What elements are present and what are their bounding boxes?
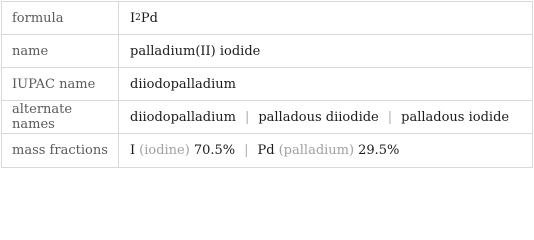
name-value: palladium(II) iodide [130,43,261,59]
separator: | [244,143,249,158]
element-symbol: I [130,143,136,158]
formula-subscript: 2 [135,13,141,23]
alternate-name: palladous iodide [401,109,510,125]
row-label: name [2,35,119,67]
row-label: IUPAC name [2,68,119,100]
element-symbol: Pd [257,143,275,158]
separator: | [387,109,393,125]
formula-element: I [130,10,136,26]
row-label: alternate names [2,101,119,133]
separator: | [244,109,250,125]
alternate-name: palladous diiodide [258,109,379,125]
table-row-iupac [2,68,532,101]
iupac-value: diiodopalladium [130,76,236,92]
fraction-value: 70.5% [193,143,236,158]
row-label: mass fractions [2,134,119,167]
table-row-mass-fractions [2,134,532,167]
alternate-name: diiodopalladium [130,109,236,125]
properties-table [1,1,533,168]
table-row-name [2,35,532,68]
table-row-formula [2,2,532,35]
formula-rest: Pd [140,10,158,26]
row-label: formula [2,2,119,34]
table-row-alternate-names [2,101,532,134]
element-name: (iodine) [139,143,190,158]
formula-value [119,2,532,34]
element-name: (palladium) [278,143,355,158]
mass-fractions-value [119,134,532,167]
fraction-value: 29.5% [358,143,400,158]
alternate-names-value [119,101,532,133]
